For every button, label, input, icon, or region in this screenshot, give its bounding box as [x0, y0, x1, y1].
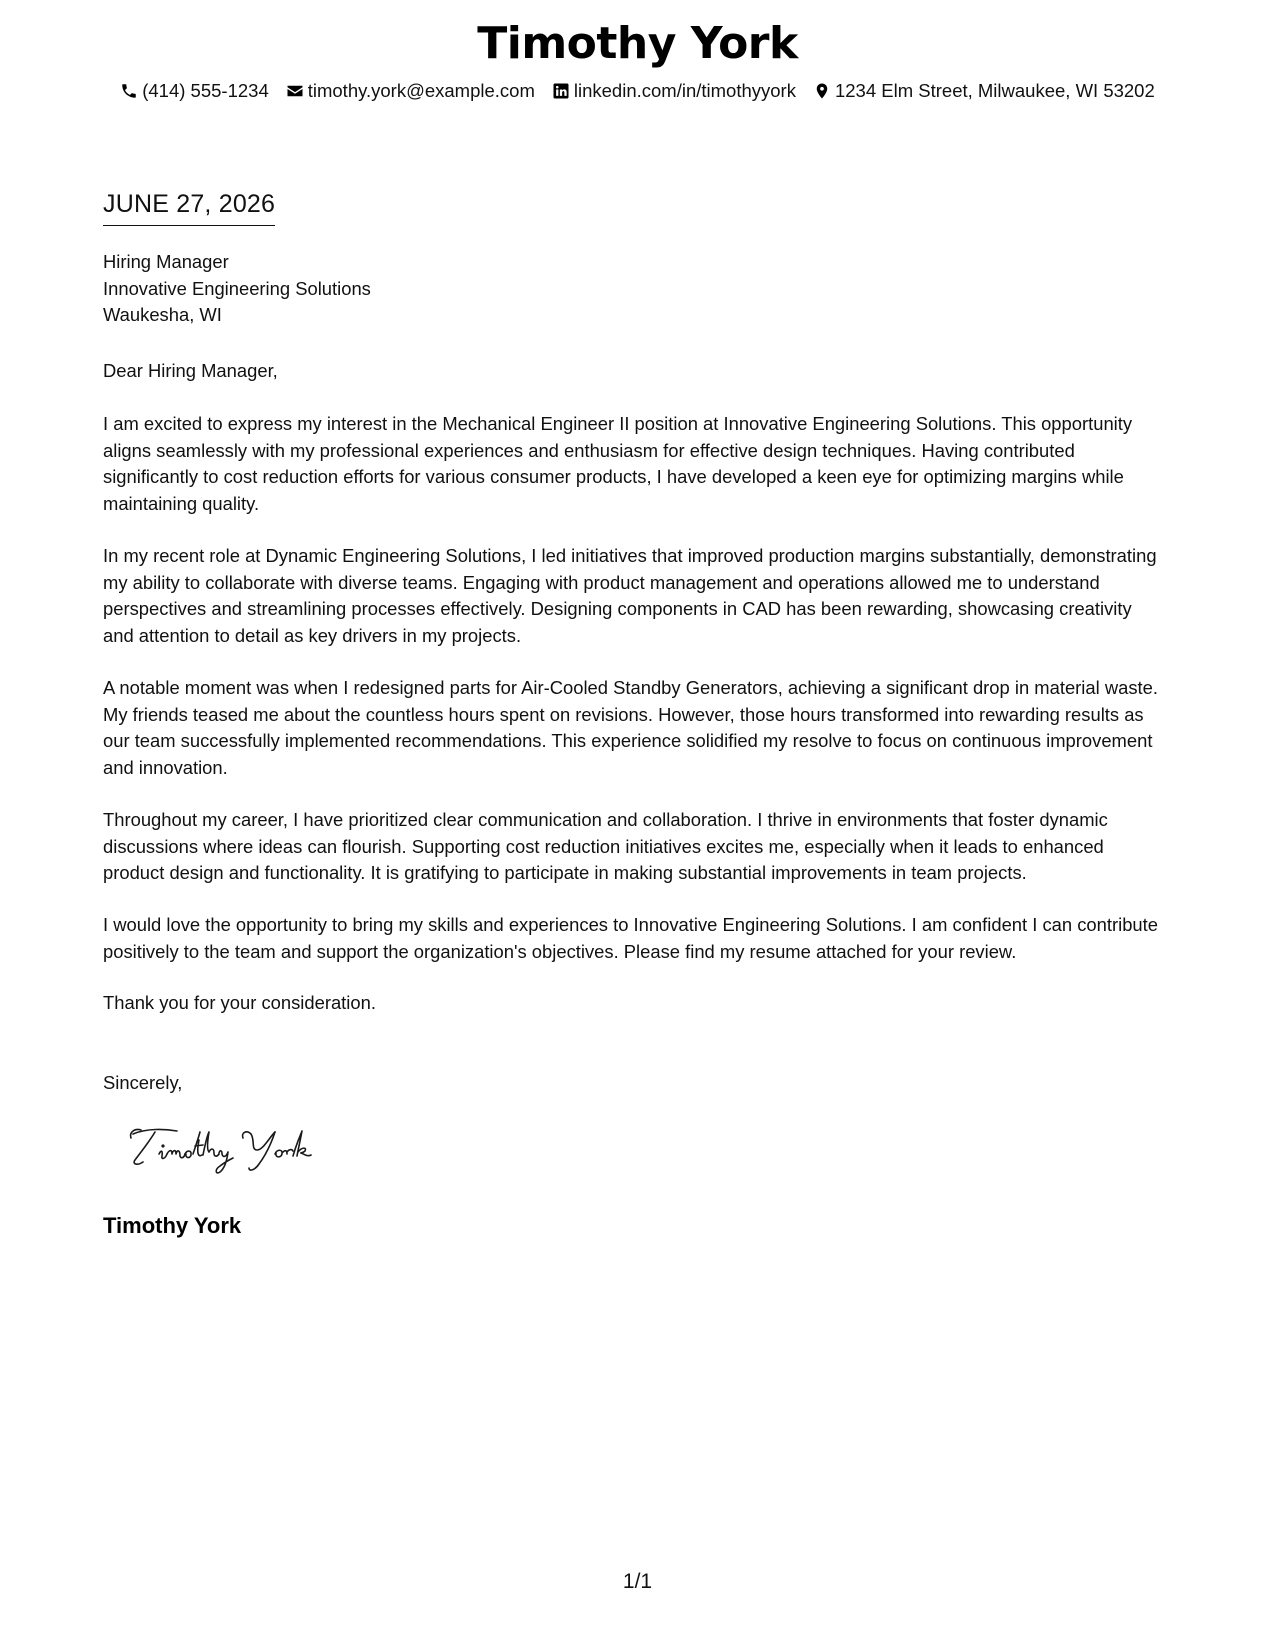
recipient-company: Innovative Engineering Solutions: [103, 277, 371, 299]
letter-date: JUNE 27, 2026: [103, 190, 275, 226]
handwritten-signature: [125, 1120, 345, 1180]
linkedin-link[interactable]: linkedin.com/in/timothyyork: [573, 80, 796, 101]
salutation: Dear Hiring Manager,: [103, 360, 278, 381]
page-number: 1/1: [622, 1570, 653, 1593]
contact-address: [813, 80, 1155, 102]
phone-text: (414) 555-1234: [142, 80, 269, 101]
email-link[interactable]: timothy.york@example.com: [307, 80, 535, 101]
linkedin-icon: [552, 82, 570, 100]
signed-name: Timothy York: [103, 1213, 242, 1238]
paragraph-1: I am excited to express my interest in the Mechanical Engineer II position at Innovative Engineering Solutions. This opportunity aligns seamlessly with my professional experiences and enthusiasm for effective design techniques. Having contributed significantly to cost reduction efforts for various consumer products, I have developed a keen eye for optimizing margins while maintaining quality.: [103, 413, 1133, 514]
recipient-block: [103, 249, 1163, 329]
paragraph-5: I would love the opportunity to bring my skills and experiences to Innovative Engineering Solutions. I am confident I can contribute positively to the team and support the organization's objectives. Please find my resume attached for your review.: [103, 914, 1159, 962]
recipient-title: Hiring Manager: [103, 251, 229, 272]
contact-bar: [0, 80, 1275, 102]
contact-email: [286, 80, 535, 102]
recipient-location: Waukesha, WI: [103, 304, 222, 325]
map-pin-icon: [813, 82, 831, 100]
paragraph-4: Throughout my career, I have prioritized clear communication and collaboration. I thrive in environments that foster dynamic discussions where ideas can flourish. Supporting cost reduction initiatives excites me, especially when it leads to enhanced product design and functionality. It is gratifying to participate in making substantial improvements in team projects.: [103, 809, 1108, 883]
envelope-icon: [286, 82, 304, 100]
phone-icon: [120, 82, 138, 100]
paragraph-2: In my recent role at Dynamic Engineering Solutions, I led initiatives that improved production margins substantially, demonstrating my ability to collaborate with diverse teams. Engaging with product management and operations allowed me to understand perspectives and streamlining processes effectively. Designing components in CAD has been rewarding, showcasing creativity and attention to detail as key drivers in my projects.: [103, 545, 1157, 646]
contact-linkedin: [552, 80, 796, 102]
thanks-line: Thank you for your consideration.: [103, 992, 376, 1013]
contact-phone: [120, 80, 269, 102]
paragraph-3: A notable moment was when I redesigned parts for Air-Cooled Standby Generators, achieving a significant drop in material waste. My friends teased me about the countless hours spent on revisions. However, those hours transformed into rewarding results as our team successfully implemented recommendations. This experience solidified my resolve to focus on continuous improvement and innovation.: [103, 677, 1158, 778]
address-text: 1234 Elm Street, Milwaukee, WI 53202: [834, 80, 1155, 101]
page-title: Timothy York: [477, 18, 798, 69]
closing-line: Sincerely,: [103, 1072, 183, 1093]
